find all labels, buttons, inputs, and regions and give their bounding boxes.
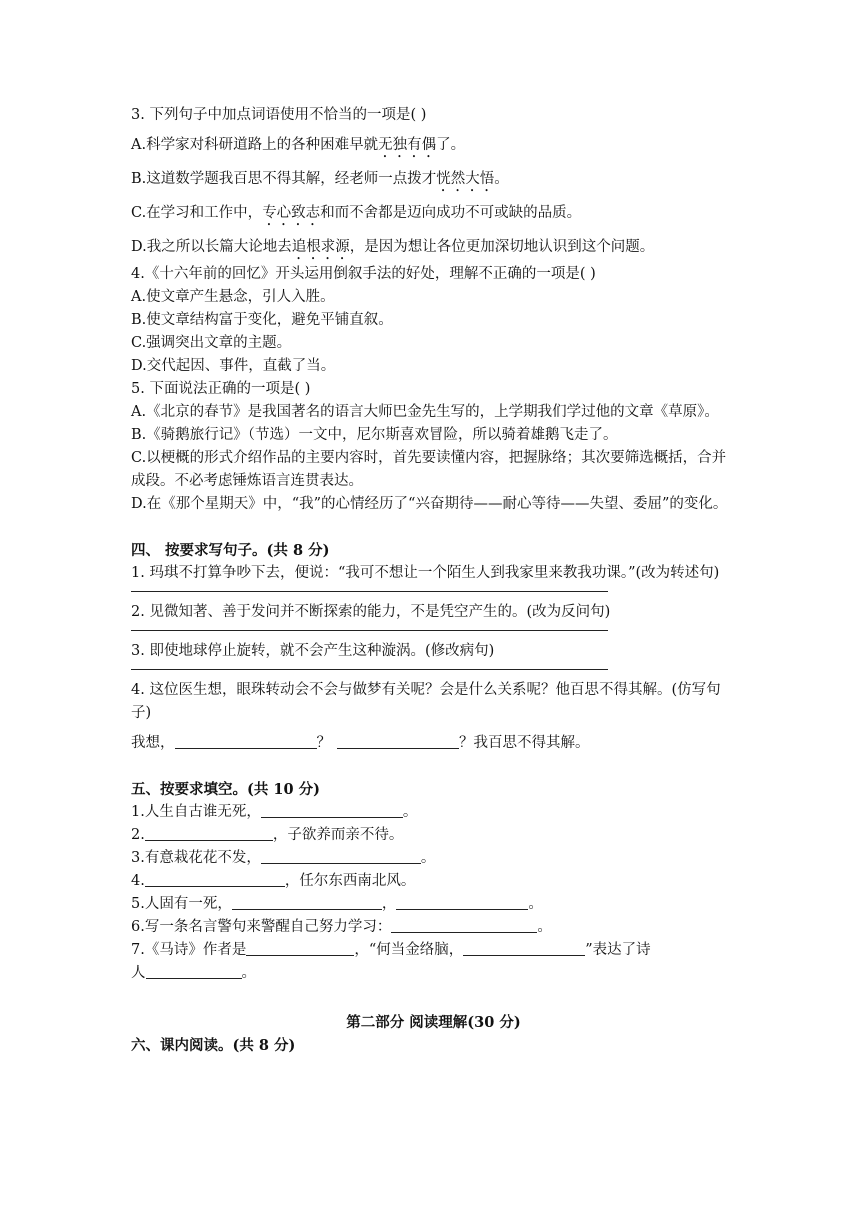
q4-stem: 4.《十六年前的回忆》开头运用倒叙手法的好处，理解不正确的一项是( ): [131, 266, 596, 282]
q5-option-b: B.《骑鹅旅行记》（节选）一文中，尼尔斯喜欢冒险，所以骑着雄鹅飞走了。: [131, 427, 618, 443]
fill-blank[interactable]: [463, 940, 585, 956]
q3-option-a: A.科学家对科研道路上的各种困难早就无独有偶了。: [131, 137, 466, 153]
section-4-title: 四、 按要求写句子。(共 8 分): [131, 542, 330, 559]
fill-blank[interactable]: [337, 733, 459, 749]
fill-blank[interactable]: [146, 963, 242, 979]
dotted-word: 追根求源: [291, 239, 350, 255]
answer-line[interactable]: [131, 630, 608, 631]
fill-blank[interactable]: [396, 894, 528, 910]
sec5-line-2: 2. ，子欲养而亲不待。: [131, 827, 404, 843]
fill-blank[interactable]: [145, 825, 273, 841]
dotted-word: 恍然大悟: [436, 171, 495, 187]
sec4-item-4-imitation: 我想， ？ ？我百思不得其解。: [131, 735, 590, 751]
sec5-line-1: 1.人生自古谁无死， 。: [131, 804, 418, 820]
dotted-word: 无独有偶: [378, 137, 437, 153]
q3-option-c: C.在学习和工作中，专心致志和而不舍都是迈向成功不可或缺的品质。: [131, 205, 582, 221]
q3-option-b: B.这道数学题我百思不得其解，经老师一点拨才恍然大悟。: [131, 171, 509, 187]
fill-blank[interactable]: [261, 802, 403, 818]
sec5-line-3: 3.有意栽花花不发， 。: [131, 850, 436, 866]
q4-option-a: A.使文章产生悬念，引人入胜。: [131, 289, 335, 305]
q5-option-a: A.《北京的春节》是我国著名的语言大师巴金先生写的，上学期我们学过他的文章《草原》。: [131, 404, 719, 420]
sec5-line-5: 5.人固有一死， ， 。: [131, 896, 543, 912]
section-6-title: 六、课内阅读。(共 8 分): [131, 1037, 296, 1054]
q3-stem: 3. 下列句子中加点词语使用不恰当的一项是( ): [131, 107, 427, 123]
fill-blank[interactable]: [175, 733, 317, 749]
exam-content: [131, 104, 736, 1057]
sec5-line-4: 4. ，任尔东西南北风。: [131, 873, 416, 889]
q5-stem: 5. 下面说法正确的一项是( ): [131, 381, 311, 397]
sec5-line-7: 7.《马诗》作者是 ，“何当金络脑， ”表达了诗: [131, 942, 651, 958]
sec4-item-4: 4. 这位医生想，眼珠转动会不会与做梦有关呢？会是什么关系呢？他百思不得其解。(仿写句子): [131, 682, 721, 721]
fill-blank[interactable]: [391, 917, 537, 933]
q4-option-b: B.使文章结构富于变化，避免平铺直叙。: [131, 312, 393, 328]
q4-option-c: C.强调突出文章的主题。: [131, 335, 292, 351]
q5-option-d: D.在《那个星期天》中，“我”的心情经历了“兴奋期待——耐心等待——失望、委屈”的变化。: [131, 496, 728, 512]
section-5-title: 五、按要求填空。(共 10 分): [131, 781, 320, 798]
answer-line[interactable]: [131, 591, 608, 592]
sec5-line-6: 6.写一条名言警句来警醒自己努力学习： 。: [131, 919, 552, 935]
fill-blank[interactable]: [145, 871, 285, 887]
q5-option-c: C.以梗概的形式介绍作品的主要内容时，首先要读懂内容，把握脉络；其次要筛选概括，合并成段。不必考虑锤炼语言连贯表达。: [131, 450, 727, 489]
fill-blank[interactable]: [232, 894, 382, 910]
sec4-item-1: 1. 玛琪不打算争吵下去，便说：“我可不想让一个陌生人到我家里来教我功课。”(改为转述句): [131, 565, 720, 581]
sec4-item-2: 2. 见微知著、善于发问并不断探索的能力，不是凭空产生的。(改为反问句): [131, 604, 611, 620]
sec5-line-7-cont: 人 。: [131, 965, 256, 981]
dotted-word: 专心致志: [262, 205, 321, 221]
q4-option-d: D.交代起因、事件，直截了当。: [131, 358, 336, 374]
answer-line[interactable]: [131, 669, 608, 670]
fill-blank[interactable]: [246, 940, 354, 956]
part-2-title: 第二部分 阅读理解(30 分): [346, 1014, 521, 1031]
sec4-item-3: 3. 即使地球停止旋转，就不会产生这种漩涡。(修改病句): [131, 643, 495, 659]
q3-option-d: D.我之所以长篇大论地去追根求源，是因为想让各位更加深切地认识到这个问题。: [131, 239, 655, 255]
fill-blank[interactable]: [261, 848, 421, 864]
